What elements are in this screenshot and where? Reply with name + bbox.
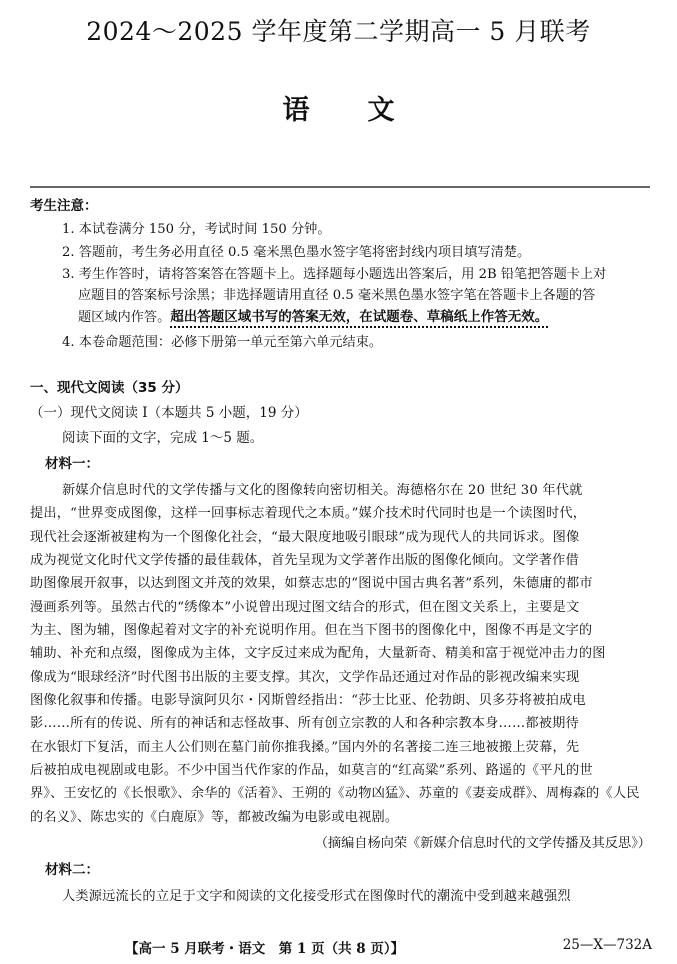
material-2-line: 人类源远流长的立足于文字和阅读的文化接受形式在图像时代的潮流中受到越来越强烈 [62,889,571,904]
notice-line-1: 1. 本试卷满分 150 分，考试时间 150 分钟。 [62,222,331,237]
material-1-line: 现代社会逐渐被建构为一个图像化社会，“最大限度地吸引眼球”成为现代人的共同诉求。图像 [30,530,580,545]
section-heading: 一、现代文阅读（35 分） [30,380,189,396]
notice-emphasis: 超出答题区域书写的答案无效，在试题卷、草稿纸上作答无效。 [170,309,549,325]
material-1-label: 材料一： [45,456,99,472]
material-2-label: 材料二： [45,862,99,878]
material-1-line: 像成为“眼球经济”时代图书出版的主要支撑。其次，文学作品还通过对作品的影视改编来实现 [30,670,580,685]
material-1-line: 提出，“世界变成图像，这样一回事标志着现代之本质。”媒介技术时代同时也是一个读图时代， [30,506,587,521]
notice-line-3b: 应题目的答案标号涂黑；非选择题请用直径 0.5 毫米黑色墨水签字笔在答题卡上各题的答 [78,288,596,303]
material-1-line: 在水银灯下复活，而主人公们则在墓门前你推我搡。”国内外的名著接二连三地被搬上荧幕，先 [30,740,580,755]
material-1-line: 成为视觉文化时代文学传播的最佳载体，首先呈现为文学著作出版的图像化倾向。文学著作借 [30,553,579,568]
material-1-line: 新媒介信息时代的文学传播与文化的图像转向密切相关。海德格尔在 20 世纪 30 年代就 [62,483,583,498]
material-1-line: 为主、图为辅，图像起着对文字的补充说明作用。但在当下图书的图像化中，图像不再是文字的 [30,623,593,638]
notice-line-3c-text: 题区域内作答。 [78,310,171,325]
header-divider [30,186,650,188]
notice-heading: 考生注意： [30,198,98,214]
material-1-line: 后被拍成电视剧或电影。不少中国当代作家的作品，如莫言的“红高粱”系列、路遥的《平凡的世 [30,763,593,778]
subject-title: 语文 [282,95,453,126]
footer-page-info: 【高一 5 月联考・语文 第 1 页（共 8 页）】 [125,941,405,957]
notice-line-3c [78,305,548,325]
material-1-line: 辅助、补充和点缀，图像成为主体，文字反过来成为配角，大量新奇、精美和富于视觉冲击力的图 [30,646,606,661]
notice-line-3: 3. 考生作答时，请将答案答在答题卡上。选择题每小题选出答案后，用 2B 铅笔把答题卡上对 [62,267,607,282]
material-1-line: 助图像展开叙事，以达到图文并茂的效果，如蔡志忠的“图说中国古典名著”系列，朱德庸的都市 [30,576,593,591]
footer-exam-code: 25—X—732A [562,937,652,953]
material-1-line: 影……所有的传说、所有的神话和志怪故事、所有创立宗教的人和各种宗教本身……都被期待 [30,716,579,731]
notice-line-4: 4. 本卷命题范围：必修下册第一单元至第六单元结束。 [62,335,383,350]
exam-title: 2024～2025 学年度第二学期高一 5 月联考 [86,17,591,46]
material-1-line: 漫画系列等。虽然古代的“绣像本”小说曾出现过图文结合的形式，但在图文关系上，主要是文 [30,600,580,615]
notice-line-2: 2. 答题前，考生务必用直径 0.5 毫米黑色墨水签字笔将密封线内项目填写清楚。 [62,245,531,260]
reading-instruction: 阅读下面的文字，完成 1～5 题。 [62,430,264,446]
material-1-line: 界》、王安忆的《长恨歌》、余华的《活着》、王朔的《动物凶猛》、苏童的《妻妾成群》、周梅森的《人民 [30,786,640,801]
material-1-line: 图像化叙事和传播。电影导演阿贝尔・冈斯曾经指出：“莎士比亚、伦勃朗、贝多芬将被拍成电 [30,693,586,708]
material-1-line: 的名义》、陈忠实的《白鹿原》等，都被改编为电影或电视剧。 [30,810,399,825]
material-1-source: （摘编自杨向荣《新媒介信息时代的文学传播及其反思》） [314,836,651,851]
subsection-heading: （一）现代文阅读 Ⅰ（本题共 5 小题，19 分） [30,405,308,421]
